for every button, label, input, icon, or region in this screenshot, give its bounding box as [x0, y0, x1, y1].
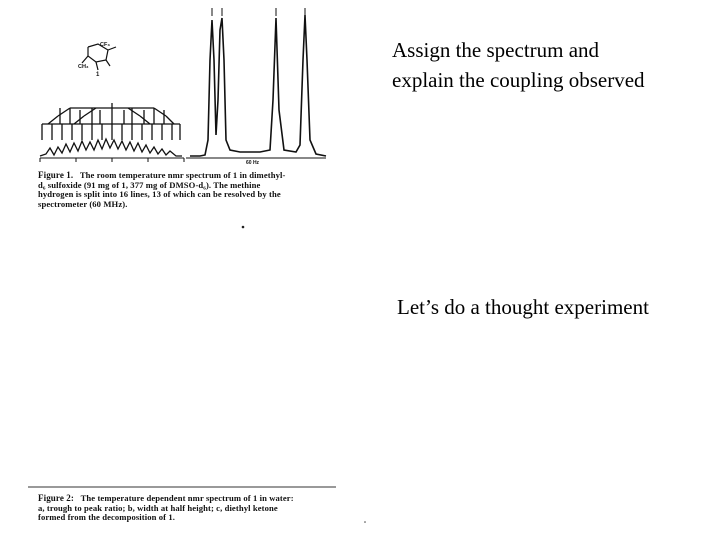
figure1-caption-line: spectrometer (60 MHz). — [38, 198, 128, 209]
peak-markers — [212, 8, 305, 16]
figure1-caption-label: Figure 1. — [38, 170, 74, 180]
figure1-caption-line: hydrogen is split into 16 lines, 13 of which can be resolved by the — [38, 189, 281, 200]
scan-speck — [242, 226, 245, 229]
figure1-caption — [38, 171, 338, 209]
main-spectrum-trace — [190, 15, 326, 156]
structure-compound-number: 1 — [96, 72, 100, 78]
scan-speck — [364, 521, 366, 523]
figure2-caption-line: a, trough to peak ratio; b, width at half height; c, diethyl ketone — [38, 502, 278, 513]
figure2-caption-text: The temperature dependent nmr spectrum of 1 in water: — [80, 493, 294, 503]
splitting-tree — [42, 103, 180, 140]
structure-ch3-label: CH₃ — [78, 64, 89, 70]
figure1-caption-text: The room temperature nmr spectrum of 1 in dimethyl- — [79, 170, 286, 180]
prompt-line-2: explain the coupling observed — [392, 68, 645, 92]
figure2-caption — [38, 494, 348, 523]
multiplet-ticks — [40, 158, 184, 162]
figure1-caption-line: d₆ sulfoxide (91 mg of 1, 377 mg of DMSO-d₆). The methine — [38, 179, 261, 190]
structure-cf3-label: CF₃ — [100, 42, 110, 48]
thought-experiment-text: Let’s do a thought experiment — [397, 295, 649, 319]
prompt-line-1: Assign the spectrum and — [392, 38, 600, 62]
assign-spectrum-prompt — [392, 35, 712, 95]
figure2-caption-line: formed from the decomposition of 1. — [38, 512, 176, 523]
spectrum-scale-label: 60 Hz — [246, 160, 260, 166]
multiplet-trace — [40, 139, 182, 156]
figure2-caption-label: Figure 2: — [38, 493, 74, 503]
